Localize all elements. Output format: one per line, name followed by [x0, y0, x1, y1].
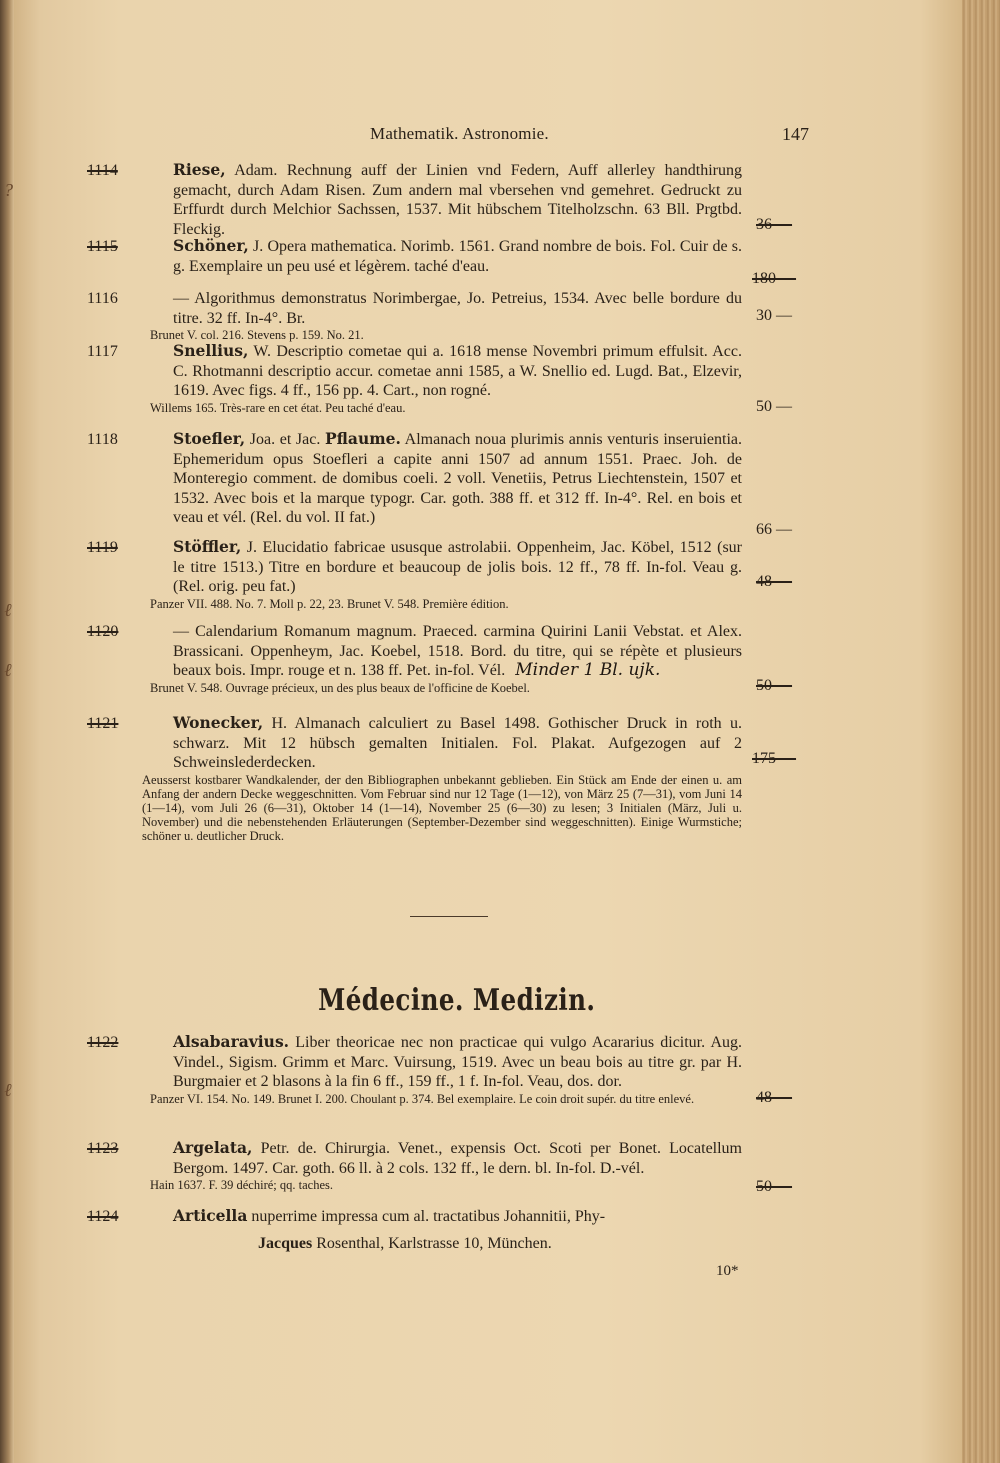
catalog-entry [87, 341, 742, 415]
entry-author: Riese, [173, 160, 226, 179]
lot-number: 1122 [87, 1034, 119, 1051]
lot-number: 1114 [87, 162, 118, 179]
entry-text: J. Elucidatio fabricae ususque astrolabii. Oppenheim, Jac. Köbel, 1512 (sur le titre 1513.) Titre en bordure et beaucoup de jolis bois. 12 ff., 78 ff. In-fol. Veau g. (Rel. orig. peu fat.) [173, 539, 742, 595]
catalog-entry [87, 537, 742, 611]
entry-text: W. Descriptio cometae qui a. 1618 mense Novembri primum effulsit. Acc. C. Rhotmanni descriptio accur. cometae anni 1585, a W. Snellio ed. Lugd. Bat., Elzevir, 1619. Avec figs. 4 ff., 156 pp. 4. Cart., non rogné. [173, 343, 742, 399]
entry-author: Stöffler, [173, 537, 242, 556]
price: 48 — [756, 1089, 792, 1106]
catalog-entry [87, 1206, 742, 1227]
entry-text: J. Opera mathematica. Norimb. 1561. Grand nombre de bois. Fol. Cuir de s. g. Exemplaire un peu usé et légèrem. taché d'eau. [173, 238, 742, 275]
bibliographic-note: Brunet V. col. 216. Stevens p. 159. No. 21. [150, 328, 364, 342]
entry-author: Snellius, [173, 341, 249, 360]
price: 66 — [756, 521, 792, 538]
bibliographic-note: Panzer VI. 154. No. 149. Brunet I. 200. Choulant p. 374. Bel exemplaire. Le coin droit supér. du titre enlevé. [150, 1091, 695, 1106]
entry-author: Wonecker, [173, 713, 264, 732]
entry-author: Stoefler, [173, 429, 246, 448]
catalog-entry [87, 1032, 742, 1106]
lot-number: 1115 [87, 238, 118, 255]
footer-address: Rosenthal, Karlstrasse 10, München. [312, 1235, 552, 1252]
margin-pencil-mark: ℓ [4, 1080, 12, 1100]
section-title: Médecine. Medizin. [318, 983, 596, 1018]
book-gutter [0, 0, 14, 1463]
lot-number: 1121 [87, 715, 119, 732]
running-head: Mathematik. Astronomie. [370, 124, 549, 143]
entry-text: Adam. Rechnung auff der Linien vnd Federn, Auff allerley handthirung gemacht, durch Adam Risen. Zum andern mal vbersehen vnd gemehret. Gedruckt zu Erffurdt durch Melchior Sachssen, 1537. Mit hübschem Titelholzschn. 63 Bll. Prgtbd. Fleckig. [173, 162, 742, 238]
margin-pencil-mark: ? [4, 180, 13, 200]
entry-text: Almanach noua plurimis annis venturis inseruientia. Ephemeridum opus Stoefleri a capite anni 1507 ad annum 1551. Praec. Joh. de Monteregio comment. de domibus coeli. 2 voll. Venetiis, Petrus Liechtenstein, 1507 et 1532. Avec bois et la marque typogr. Car. goth. 388 ff. et 312 ff. In-4°. Rel. en bois et veau et vél. (Rel. du vol. II fat.) [173, 431, 743, 526]
price: 48 — [756, 573, 792, 590]
catalog-entry [87, 289, 742, 342]
lot-number: 1119 [87, 539, 118, 556]
entry-text: — Calendarium Romanum magnum. Praeced. carmina Quirini Lanii Vebstat. et Alex. Brassicani. Oppenheym, Jac. Koebel, 1518. Bord. du titre, qui se répète et plusieurs beaux bois. Impr. rouge et n. 138 ff. Pet. in-fol. Vél. [173, 623, 742, 679]
entry-author: Alsabaravius. [173, 1032, 290, 1051]
catalog-entry [87, 622, 742, 695]
publisher-footer [258, 1235, 552, 1253]
lot-number: 1123 [87, 1140, 119, 1157]
page-number: 147 [782, 124, 809, 144]
bibliographic-note: Hain 1637. F. 39 déchiré; qq. taches. [150, 1178, 333, 1192]
margin-pencil-mark: ℓ [4, 660, 12, 680]
price: 36 — [756, 216, 792, 233]
lot-number: 1118 [87, 431, 118, 448]
entry-author: Articella [173, 1206, 248, 1225]
entry-text: Liber theoricae nec non practicae qui vulgo Acararius dicitur. Aug. Vindel., Sigism. Grimm et Marc. Vuirsung, 1519. Avec un beau bois au titre gr. par H. Burgmaier et 2 blasons à la fin 6 ff., 159 ff., 1 f. In-fol. Veau, dos. dor. [173, 1034, 742, 1090]
catalog-entry [87, 713, 742, 843]
catalog-entry [87, 429, 743, 528]
lot-number: 1117 [87, 343, 118, 360]
price: 180 — [752, 270, 796, 287]
bibliographic-note: Aeusserst kostbarer Wandkalender, der den Bibliographen unbekannt geblieben. Ein Stück am Ende der einen u. am Anfang der andern Decke weggeschnitten. Vom Februar sind nur 12 Tage (1—12), von März 25 (7—31), vom Juni 14 (1—14), vom Juli 26 (6—31), Oktober 14 (1—14), November 25 (6—30) zu lesen; 3 Initialen (März, Juli u. November) und die nebenstehenden Erläuterungen (September-Dezember sind weggeschnitten). Einige Wurmstiche; schöner u. deutlicher Druck. [142, 772, 742, 843]
entry-author: Argelata, [173, 1138, 253, 1157]
catalog-entry [87, 160, 742, 239]
catalog-entry [87, 236, 742, 276]
lot-number: 1124 [87, 1208, 119, 1225]
price: 30 — [756, 307, 792, 324]
price: 175 — [752, 750, 796, 767]
entry-author: Schöner, [173, 236, 249, 255]
margin-pencil-mark: ℓ [4, 600, 12, 620]
page-edge [962, 0, 1000, 1463]
entry-text: — Algorithmus demonstratus Norimbergae, Jo. Petreius, 1534. Avec belle bordure du titre. 32 ff. In-4°. Br. [173, 290, 742, 327]
entry-text: Joa. et Jac. [245, 431, 325, 448]
footer-publisher: Jacques [258, 1235, 313, 1252]
bibliographic-note: Brunet V. 548. Ouvrage précieux, un des plus beaux de l'officine de Koebel. [150, 680, 530, 695]
price: 50 — [756, 677, 792, 694]
price: 50 — [756, 398, 792, 415]
lot-number: 1120 [87, 623, 119, 640]
bibliographic-note: Panzer VII. 488. No. 7. Moll p. 22, 23. Brunet V. 548. Première édition. [150, 596, 509, 611]
entry-coauthor: Pflaume. [325, 429, 401, 448]
entry-text: H. Almanach calculiert zu Basel 1498. Gothischer Druck in roth u. schwarz. Mit 12 hübsch gemalten Initialen. Fol. Plakat. Aufgezogen auf 2 Schweinslederdecken. [173, 715, 742, 771]
handwritten-annotation: Minder 1 Bl. ujk. [515, 660, 661, 680]
bibliographic-note: Willems 165. Très-rare en cet état. Peu taché d'eau. [150, 400, 406, 415]
lot-number: 1116 [87, 290, 118, 307]
section-divider [410, 916, 488, 917]
signature-mark: 10* [716, 1263, 739, 1279]
catalog-entry [87, 1138, 742, 1192]
entry-text: Petr. de. Chirurgia. Venet., expensis Oct. Scoti per Bonet. Locatellum Bergom. 1497. Car. goth. 66 ll. à 2 cols. 132 ff., le dern. bl. In-fol. D.-vél. [173, 1140, 742, 1177]
entry-text: nuperrime impressa cum al. tractatibus Johannitii, Phy- [247, 1208, 606, 1225]
price: 50 — [756, 1178, 792, 1195]
